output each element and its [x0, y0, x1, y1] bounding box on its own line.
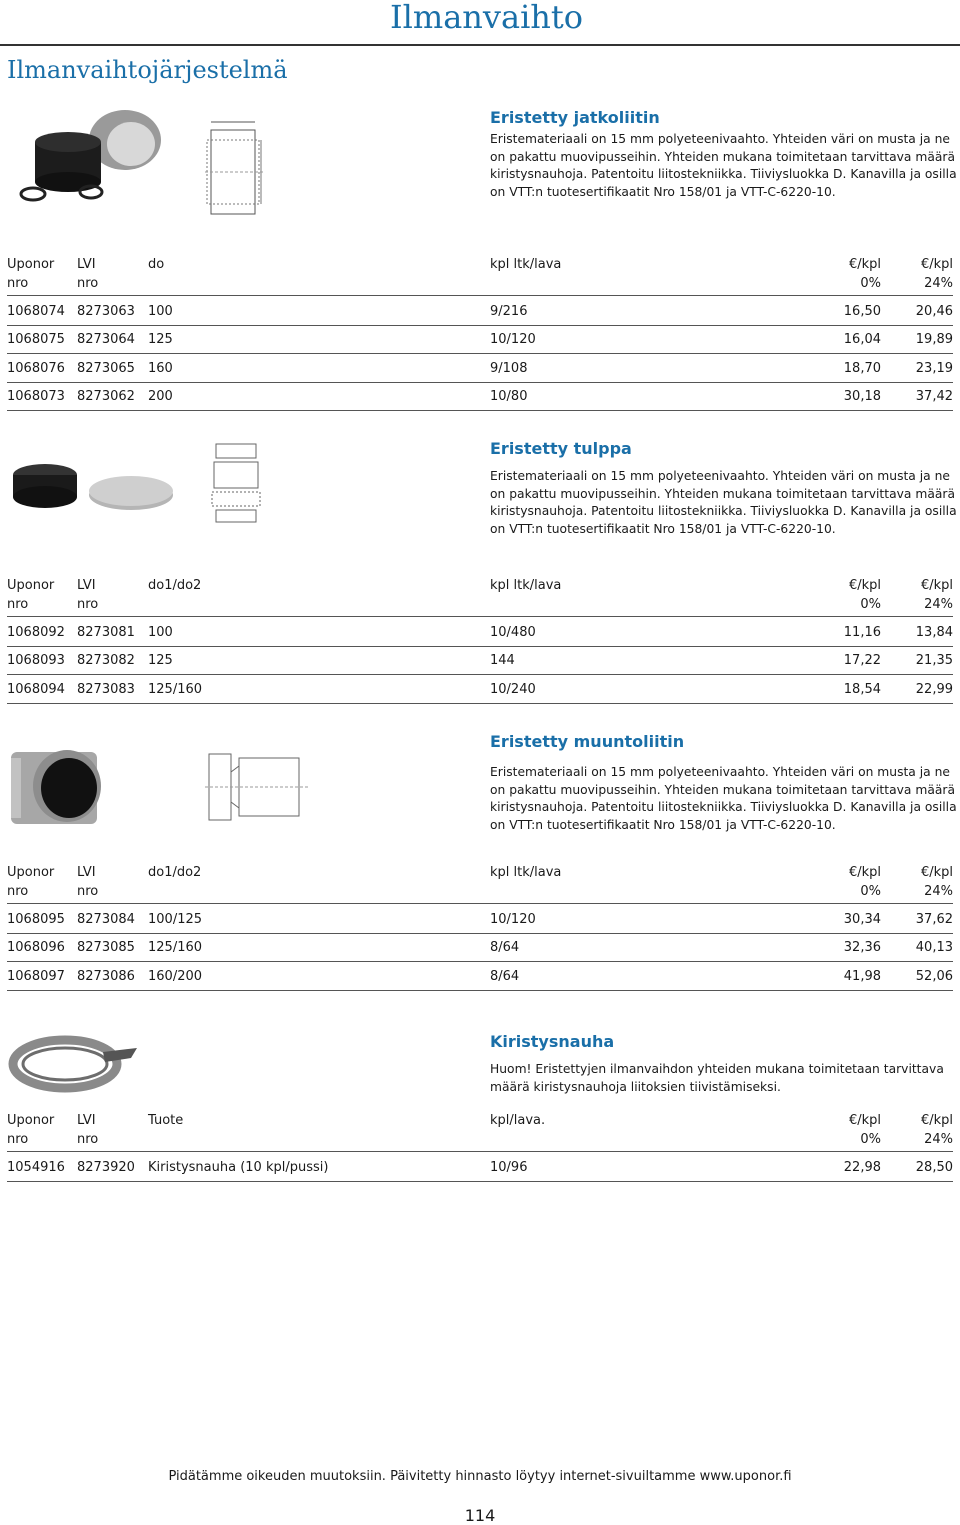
jatkoliitin-photo [7, 100, 175, 212]
product-description-jatkoliitin: Eristemateriaali on 15 mm polyeteenivaahto. Yhteiden väri on musta ja ne on pakattu muovipusseihin. Yhteiden mukana toimitetaan tarvittava määrä kiristysnauhoja. Patentoitu liitostekniikka. Tiiviysluokka D. Kanavilla ja osilla on VTT:n tuotesertifikaatit Nro 158/01 ja VTT-C-6220-10. [490, 132, 957, 199]
header-lvi: LVI [77, 257, 96, 272]
product-title-jatkoliitin: Eristetty jatkoliitin [490, 108, 660, 127]
header-do: do [148, 257, 165, 272]
page-number: 114 [464, 1506, 496, 1525]
product-title-tulppa: Eristetty tulppa [490, 439, 632, 458]
tulppa-photo [7, 455, 175, 517]
header-price0-vat: 0% [860, 276, 881, 291]
tulppa-drawing [210, 440, 262, 526]
product-description-muuntoliitin: Eristemateriaali on 15 mm polyeteenivaahto. Yhteiden väri on musta ja ne on pakattu muovipusseihin. Yhteiden mukana toimitetaan tarvittava määrä kiristysnauhoja. Patentoitu liitostekniikka. Tiiviysluokka D. Kanavilla ja osilla on VTT:n tuotesertifikaatit Nro 158/01 ja VTT-C-6220-10. [490, 765, 957, 832]
product-title-kiristysnauha: Kiristysnauha [490, 1032, 615, 1051]
header-kpl: kpl ltk/lava [490, 257, 562, 272]
header-uponor-nro: nro [7, 276, 29, 291]
header-price24-vat: 24% [924, 276, 953, 291]
product-description-tulppa: Eristemateriaali on 15 mm polyeteenivaahto. Yhteiden väri on musta ja ne on pakattu muovipusseihin. Yhteiden mukana toimitetaan tarvittava määrä kiristysnauhoja. Patentoitu liitostekniikka. Tiiviysluokka D. Kanavilla ja osilla on VTT:n tuotesertifikaatit Nro 158/01 ja VTT-C-6220-10. [490, 469, 957, 536]
header-lvi-nro: nro [77, 276, 99, 291]
header-price24: €/kpl [920, 257, 953, 272]
footer-note: Pidätämme oikeuden muutoksiin. Päivitetty hinnasto löytyy internet-sivuiltamme www.uponor.fi [168, 1469, 792, 1484]
page-title: Ilmanvaihto [390, 0, 584, 36]
section-title: Ilmanvaihtojärjestelmä [7, 56, 288, 84]
kiristysnauha-photo [7, 1028, 141, 1102]
muuntoliitin-photo [7, 738, 107, 834]
header-uponor: Uponor [7, 257, 55, 272]
header-divider [0, 44, 960, 46]
jatkoliitin-drawing [205, 110, 267, 218]
muuntoliitin-drawing [205, 748, 310, 826]
header-price0: €/kpl [848, 257, 881, 272]
product-title-muuntoliitin: Eristetty muuntoliitin [490, 732, 685, 751]
product-description-kiristysnauha: Huom! Eristettyjen ilmanvaihdon yhteiden mukana toimitetaan tarvittava määrä kiristysnauhoja liitoksien tiivistämiseksi. [490, 1062, 944, 1094]
